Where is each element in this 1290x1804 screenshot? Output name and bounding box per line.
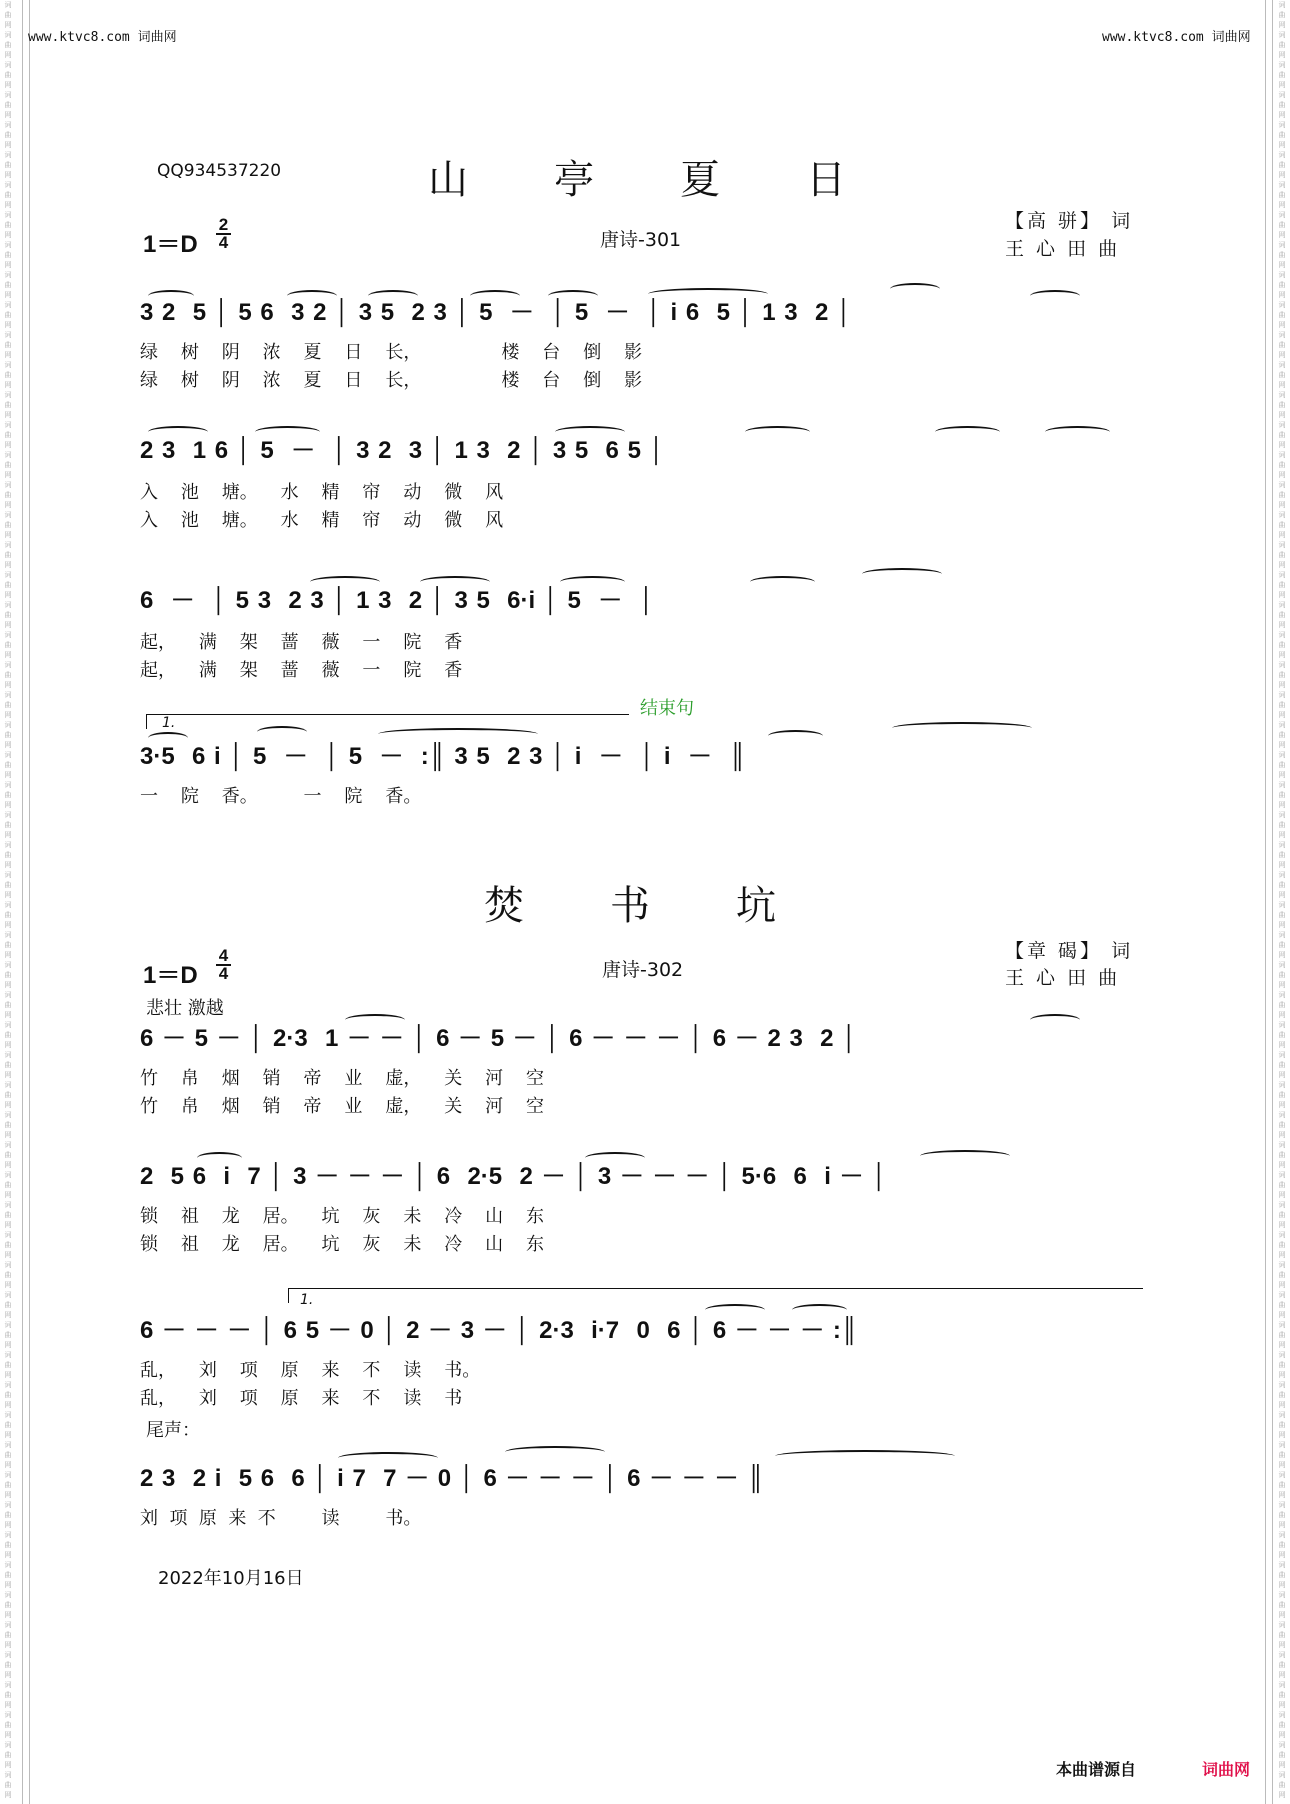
tie: [378, 728, 538, 740]
lyric-verse-2: 竹 帛 烟 销 帝 业 虚， 关 河 空: [140, 1096, 544, 1117]
qq-number: QQ934537220: [157, 161, 282, 181]
slur: [470, 290, 520, 302]
song2-subtitle: 唐诗-302: [602, 959, 684, 981]
slur: [862, 568, 942, 580]
slur: [368, 290, 418, 302]
lyric-verse-1: 绿 树 阴 浓 夏 日 长， 楼 台 倒 影: [140, 342, 643, 363]
lyric-verse-1: 起， 满 架 蔷 薇 一 院 香: [140, 632, 463, 653]
lyric-verse-1: 锁 祖 龙 居。 坑 灰 未 冷 山 东: [140, 1206, 544, 1227]
song2-lyricist: 【章 碣】 词: [1005, 940, 1134, 962]
tempo-marking: 悲壮 激越: [146, 998, 224, 1019]
time-top: 2: [218, 215, 229, 234]
tie: [775, 1450, 955, 1462]
slur: [560, 576, 625, 588]
song1-subtitle: 唐诗-301: [600, 229, 682, 251]
slur: [310, 576, 380, 588]
coda-label: 尾声：: [146, 1420, 200, 1441]
slur: [920, 1150, 1010, 1162]
slur: [148, 732, 188, 744]
date: 2022年10月16日: [158, 1568, 304, 1589]
lyric-verse-1: 刘 项 原 来 不 读 书。: [140, 1508, 422, 1529]
tie: [648, 288, 768, 300]
time-bottom: 4: [218, 964, 229, 983]
lyric-verse-1: 乱， 刘 项 原 来 不 读 书。: [140, 1360, 481, 1381]
song1-lyricist: 【高 骈】 词: [1005, 210, 1134, 232]
left-edge-watermark: 词曲网词曲网词曲网词曲网词曲网词曲网词曲网词曲网词曲网词曲网词曲网词曲网词曲网词曲网词曲网词曲网词曲网词曲网词曲网词曲网词曲网词曲网词曲网词曲网词曲网词曲网词曲网词曲网词曲网词曲网词曲网词曲网词曲网词曲网词曲网词曲网词曲网词曲网词曲网词曲网词曲网词曲网词曲网词曲网词曲网词曲网词曲网词曲网词曲网词曲网词曲网词曲网词曲网词曲网词曲网词曲网词曲网词曲网词曲网词曲网: [4, 1, 12, 1799]
lyric-verse-2: 锁 祖 龙 居。 坑 灰 未 冷 山 东: [140, 1234, 544, 1255]
notation-row: 6 － │ 5 3 2 3 │ 1 3 2 │ 3 5 6·i │ 5 － │: [140, 587, 655, 614]
slur: [287, 290, 337, 302]
time-top: 4: [218, 946, 229, 965]
notation-row: 6 － － － │ 6 5 － 0 │ 2 － 3 － │ 2·3 i·7 0 6 │ 6 － － － :║: [140, 1317, 858, 1344]
song2-composer: 王 心 田 曲: [1005, 967, 1121, 989]
notation-row: 3·5 6 i │ 5 － │ 5 － :║ 3 5 2 3 │ i － │ i － ║: [140, 743, 747, 770]
header-right-site[interactable]: www.ktvc8.com 词曲网: [1102, 30, 1251, 45]
slur: [1030, 290, 1080, 302]
volta-number: 1.: [300, 1292, 314, 1308]
slur: [585, 1152, 645, 1164]
notation-row: 2 3 1 6 │ 5 － │ 3 2 3 │ 1 3 2 │ 3 5 6 5 │: [140, 437, 665, 464]
right-margin-strip: [1265, 0, 1273, 1804]
slur: [197, 1152, 242, 1164]
slur: [935, 426, 1000, 438]
right-edge-watermark: 词曲网词曲网词曲网词曲网词曲网词曲网词曲网词曲网词曲网词曲网词曲网词曲网词曲网词曲网词曲网词曲网词曲网词曲网词曲网词曲网词曲网词曲网词曲网词曲网词曲网词曲网词曲网词曲网词曲网词曲网词曲网词曲网词曲网词曲网词曲网词曲网词曲网词曲网词曲网词曲网词曲网词曲网词曲网词曲网词曲网词曲网词曲网词曲网词曲网词曲网词曲网词曲网词曲网词曲网词曲网词曲网词曲网词曲网词曲网词曲网: [1278, 1, 1286, 1799]
lyric-verse-2: 入 池 塘。 水 精 帘 动 微 风: [140, 510, 504, 531]
volta-bracket: [146, 714, 629, 729]
song2-time-signature: [216, 946, 231, 983]
lyric-verse-1: 入 池 塘。 水 精 帘 动 微 风: [140, 482, 504, 503]
slur: [1045, 426, 1110, 438]
slur: [890, 283, 940, 295]
volta-number: 1.: [162, 715, 176, 731]
footer-source-label: 本曲谱源自: [1056, 1760, 1137, 1779]
notation-row: 6 － 5 － │ 2·3 1 － － │ 6 － 5 － │ 6 － － － │ 6 － 2 3 2 │: [140, 1025, 858, 1052]
header-left-site[interactable]: www.ktvc8.com 词曲网: [28, 30, 177, 45]
slur: [792, 1304, 847, 1316]
song2-key: 1＝D: [143, 962, 198, 989]
slur: [745, 426, 810, 438]
lyric-verse-2: 起， 满 架 蔷 薇 一 院 香: [140, 660, 463, 681]
slur: [255, 426, 320, 438]
notation-row: 2 5 6 i 7 │ 3 － － － │ 6 2·5 2 － │ 3 － － － │ 5·6 6 i － │: [140, 1163, 888, 1190]
slur: [345, 1014, 405, 1026]
slur: [148, 290, 194, 302]
song1-time-signature: [216, 215, 231, 252]
song1-key: 1＝D: [143, 231, 198, 258]
left-margin-strip: [22, 0, 30, 1804]
slur: [768, 730, 823, 742]
volta-bracket: [288, 1288, 1143, 1303]
lyric-verse-2: 绿 树 阴 浓 夏 日 长， 楼 台 倒 影: [140, 370, 643, 391]
song2-title: 焚 书 坑: [484, 883, 778, 929]
song1-composer: 王 心 田 曲: [1005, 238, 1121, 260]
slur: [148, 426, 208, 438]
slur: [505, 1446, 605, 1458]
lyric-verse-2: 乱， 刘 项 原 来 不 读 书: [140, 1388, 463, 1409]
slur: [338, 1452, 438, 1464]
slur: [257, 726, 307, 738]
notation-row: 3 2 5 │ 5 6 3 2 │ 3 5 2 3 │ 5 － │ 5 － │ i 6 5 │ 1 3 2 │: [140, 299, 852, 326]
slur: [548, 290, 598, 302]
slur: [750, 576, 815, 588]
slur: [705, 1304, 765, 1316]
tie: [892, 722, 1032, 734]
slur: [555, 426, 625, 438]
song1-title: 山 亭 夏 日: [428, 157, 848, 203]
slur: [420, 576, 490, 588]
slur: [1030, 1014, 1080, 1026]
lyric-verse-1: 竹 帛 烟 销 帝 业 虚， 关 河 空: [140, 1068, 544, 1089]
footer-site-link[interactable]: 词曲网: [1202, 1760, 1251, 1779]
ending-label: 结束句: [640, 698, 694, 719]
notation-row: 2 3 2 i 5 6 6 │ i 7 7 － 0 │ 6 － － － │ 6 － － － ║: [140, 1465, 765, 1492]
lyric-verse-1: 一 院 香。 一 院 香。: [140, 786, 422, 807]
time-bottom: 4: [218, 233, 229, 252]
